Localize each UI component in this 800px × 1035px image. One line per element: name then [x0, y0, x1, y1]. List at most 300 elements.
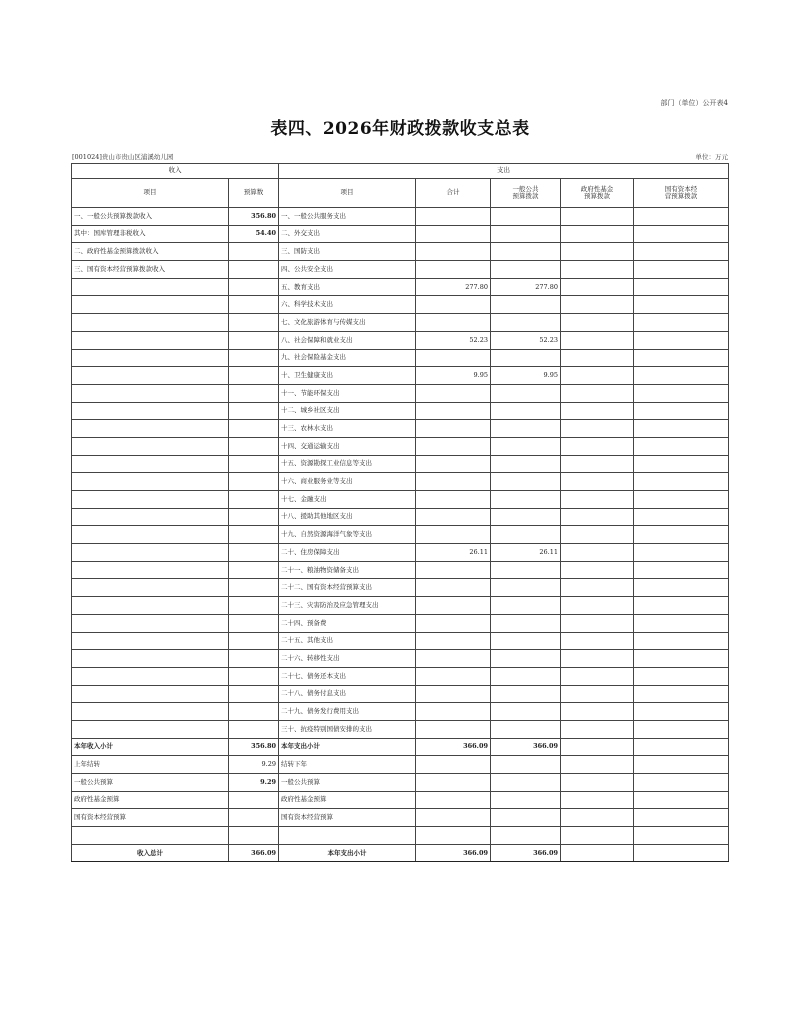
- expense-state-capital: [634, 473, 729, 491]
- expense-state-capital: [634, 314, 729, 332]
- income-item: 二、政府性基金预算拨款收入: [72, 243, 229, 261]
- expense-item: 十四、交通运输支出: [279, 437, 416, 455]
- expense-item: 五、教育支出: [279, 278, 416, 296]
- table-row: [72, 208, 729, 226]
- income-item: [72, 349, 229, 367]
- expense-item: 八、社会保障和就业支出: [279, 331, 416, 349]
- expense-item: 二十七、债务还本支出: [279, 667, 416, 685]
- expense-gov-fund: [561, 261, 634, 279]
- expense-state-capital: [634, 420, 729, 438]
- table-row: [72, 243, 729, 261]
- income-value: 54.40: [229, 225, 279, 243]
- table-row: [72, 632, 729, 650]
- empty-cell: [491, 827, 561, 845]
- table-row: [72, 420, 729, 438]
- expense-general: [491, 720, 561, 738]
- budget-summary-table: [71, 163, 729, 862]
- table-row: [72, 331, 729, 349]
- income-item: [72, 561, 229, 579]
- expense-item: 二十六、转移性支出: [279, 650, 416, 668]
- expense-gov-fund: [561, 473, 634, 491]
- income-item: [72, 544, 229, 562]
- expense-item: 十六、商业服务业等支出: [279, 473, 416, 491]
- income-subtotal-value: 356.80: [229, 738, 279, 756]
- expense-gov-fund: [561, 296, 634, 314]
- expense-general: [491, 314, 561, 332]
- expense-gov-fund: [561, 491, 634, 509]
- expense-gov-fund: [561, 208, 634, 226]
- empty-cell: [72, 827, 229, 845]
- expense-state-capital: [634, 437, 729, 455]
- expense-total: 277.80: [416, 278, 491, 296]
- expense-general: [491, 243, 561, 261]
- income-value: [229, 614, 279, 632]
- income-item: [72, 632, 229, 650]
- table-row: [72, 720, 729, 738]
- expense-gov-fund: [561, 225, 634, 243]
- income-item: [72, 508, 229, 526]
- expense-total: [416, 667, 491, 685]
- expense-gov-fund: [561, 402, 634, 420]
- expense-gov-fund: [561, 632, 634, 650]
- carry-row: [72, 756, 729, 774]
- income-value: [229, 314, 279, 332]
- general-budget-header: 一般公共 预算拨款: [491, 179, 561, 208]
- expense-general: [491, 491, 561, 509]
- expense-state-capital: [634, 367, 729, 385]
- income-item: [72, 703, 229, 721]
- table-row: [72, 367, 729, 385]
- expense-total: [416, 225, 491, 243]
- expense-gov-fund: [561, 278, 634, 296]
- table-row: [72, 314, 729, 332]
- expense-item: 三十、抗疫特别国债安排的支出: [279, 720, 416, 738]
- expense-total: [416, 243, 491, 261]
- income-item: [72, 331, 229, 349]
- income-value: [229, 420, 279, 438]
- expense-subtotal-gov-fund: [561, 738, 634, 756]
- expense-general: [491, 685, 561, 703]
- income-item: [72, 314, 229, 332]
- table-row: [72, 667, 729, 685]
- carry-row: [72, 774, 729, 792]
- income-value: [229, 544, 279, 562]
- carry-general: [491, 791, 561, 809]
- carry-state-capital: [634, 809, 729, 827]
- table-row: [72, 296, 729, 314]
- expense-state-capital: [634, 685, 729, 703]
- carry-general: [491, 756, 561, 774]
- expense-state-capital: [634, 579, 729, 597]
- income-item: 其中：国库管理非税收入: [72, 225, 229, 243]
- grand-total-income-value: 366.09: [229, 844, 279, 862]
- expense-state-capital: [634, 508, 729, 526]
- expense-gov-fund: [561, 526, 634, 544]
- expense-subtotal-general: 366.09: [491, 738, 561, 756]
- expense-item: 二、外交支出: [279, 225, 416, 243]
- expense-total: [416, 508, 491, 526]
- income-value: [229, 720, 279, 738]
- expense-item: 二十二、国有资本经营预算支出: [279, 579, 416, 597]
- table-row: [72, 508, 729, 526]
- income-item: [72, 455, 229, 473]
- income-value: [229, 703, 279, 721]
- carry-income-value: 9.29: [229, 774, 279, 792]
- unit-label: 单位：万元: [695, 153, 728, 161]
- expense-item: 七、文化旅游体育与传媒支出: [279, 314, 416, 332]
- income-value: [229, 296, 279, 314]
- carry-income-value: [229, 791, 279, 809]
- income-item: [72, 278, 229, 296]
- expense-gov-fund: [561, 455, 634, 473]
- header-row-columns: [72, 179, 729, 208]
- expense-gov-fund: [561, 561, 634, 579]
- expense-total: [416, 685, 491, 703]
- income-item: [72, 384, 229, 402]
- expense-general: [491, 667, 561, 685]
- expense-state-capital: [634, 544, 729, 562]
- expense-general: [491, 455, 561, 473]
- grand-total-gov-fund: [561, 844, 634, 862]
- expense-state-capital: [634, 667, 729, 685]
- expense-state-capital: [634, 561, 729, 579]
- expense-subtotal-total: 366.09: [416, 738, 491, 756]
- income-value: [229, 437, 279, 455]
- expense-general: [491, 225, 561, 243]
- table-row: [72, 491, 729, 509]
- expense-general: [491, 561, 561, 579]
- header-row-groups: [72, 164, 729, 179]
- expense-gov-fund: [561, 597, 634, 615]
- income-value: [229, 632, 279, 650]
- carry-gov-fund: [561, 791, 634, 809]
- table-row: [72, 225, 729, 243]
- carry-income-label: 政府性基金预算: [72, 791, 229, 809]
- expense-state-capital: [634, 278, 729, 296]
- income-value: [229, 597, 279, 615]
- income-item: [72, 597, 229, 615]
- empty-cell: [561, 827, 634, 845]
- table-row: [72, 703, 729, 721]
- carry-gov-fund: [561, 756, 634, 774]
- expense-item: 三、国防支出: [279, 243, 416, 261]
- carry-income-label: 一般公共预算: [72, 774, 229, 792]
- expense-total: 52.23: [416, 331, 491, 349]
- expense-total: [416, 526, 491, 544]
- income-value: [229, 650, 279, 668]
- grand-total-state-capital: [634, 844, 729, 862]
- income-item: [72, 367, 229, 385]
- empty-cell: [634, 827, 729, 845]
- expense-state-capital: [634, 243, 729, 261]
- subtotal-row: [72, 738, 729, 756]
- expense-total: [416, 491, 491, 509]
- carry-expense-label: 结转下年: [279, 756, 416, 774]
- income-item: [72, 614, 229, 632]
- expense-state-capital: [634, 455, 729, 473]
- income-value: [229, 243, 279, 261]
- expense-item: 二十一、粮油物资储备支出: [279, 561, 416, 579]
- expense-general: [491, 597, 561, 615]
- table-row: [72, 650, 729, 668]
- expense-state-capital: [634, 703, 729, 721]
- carry-gov-fund: [561, 774, 634, 792]
- carry-state-capital: [634, 791, 729, 809]
- income-group-header: 收入: [72, 164, 279, 179]
- expense-general: [491, 508, 561, 526]
- expense-item: 二十三、灾害防治及应急管理支出: [279, 597, 416, 615]
- income-value: [229, 579, 279, 597]
- expense-state-capital: [634, 526, 729, 544]
- expense-state-capital: [634, 491, 729, 509]
- expense-gov-fund: [561, 367, 634, 385]
- expense-gov-fund: [561, 331, 634, 349]
- expense-state-capital: [634, 225, 729, 243]
- income-value: [229, 685, 279, 703]
- expense-total: 9.95: [416, 367, 491, 385]
- expense-general: [491, 402, 561, 420]
- carry-state-capital: [634, 774, 729, 792]
- expense-general: [491, 384, 561, 402]
- income-value: [229, 491, 279, 509]
- carry-row: [72, 809, 729, 827]
- income-item: [72, 491, 229, 509]
- expense-total: [416, 208, 491, 226]
- expense-general: [491, 296, 561, 314]
- income-item: 三、国有资本经营预算拨款收入: [72, 261, 229, 279]
- carry-total: [416, 809, 491, 827]
- expense-general: 52.23: [491, 331, 561, 349]
- income-value: [229, 261, 279, 279]
- expense-general: [491, 349, 561, 367]
- income-value: [229, 473, 279, 491]
- expense-state-capital: [634, 632, 729, 650]
- expense-state-capital: [634, 402, 729, 420]
- table-row: [72, 473, 729, 491]
- income-subtotal-label: 本年收入小计: [72, 738, 229, 756]
- expense-gov-fund: [561, 437, 634, 455]
- empty-cell: [279, 827, 416, 845]
- expense-state-capital: [634, 650, 729, 668]
- expense-total: [416, 614, 491, 632]
- income-item: [72, 667, 229, 685]
- expense-item: 六、科学技术支出: [279, 296, 416, 314]
- expense-total: [416, 720, 491, 738]
- expense-gov-fund: [561, 349, 634, 367]
- expense-general: [491, 437, 561, 455]
- income-value: [229, 455, 279, 473]
- table-row: [72, 261, 729, 279]
- expense-item: 二十八、债务付息支出: [279, 685, 416, 703]
- page-title: 表四、2026年财政拨款收支总表: [270, 119, 530, 139]
- expense-item: 二十、住房保障支出: [279, 544, 416, 562]
- table-row: [72, 597, 729, 615]
- expense-gov-fund: [561, 685, 634, 703]
- expense-total: [416, 597, 491, 615]
- carry-expense-label: 一般公共预算: [279, 774, 416, 792]
- table-number-note: 部门（单位）公开表4: [660, 99, 728, 107]
- income-value: [229, 367, 279, 385]
- expense-item: 二十四、预备费: [279, 614, 416, 632]
- expense-total: [416, 314, 491, 332]
- carry-total: [416, 791, 491, 809]
- table-row: [72, 349, 729, 367]
- expense-total: [416, 632, 491, 650]
- expense-state-capital: [634, 261, 729, 279]
- expense-item: 九、社会保险基金支出: [279, 349, 416, 367]
- income-item: [72, 402, 229, 420]
- expense-general: [491, 420, 561, 438]
- expense-general: [491, 703, 561, 721]
- expense-gov-fund: [561, 667, 634, 685]
- table-row: [72, 614, 729, 632]
- expense-general: 277.80: [491, 278, 561, 296]
- expense-item: 十一、节能环保支出: [279, 384, 416, 402]
- carry-total: [416, 774, 491, 792]
- expense-total: [416, 420, 491, 438]
- unit-code: [001024]贵山市贵山区浦溪幼儿园: [72, 153, 174, 161]
- carry-row: [72, 791, 729, 809]
- income-value: [229, 402, 279, 420]
- carry-gov-fund: [561, 809, 634, 827]
- expense-general: [491, 579, 561, 597]
- grand-total-row: [72, 844, 729, 862]
- carry-income-label: 上年结转: [72, 756, 229, 774]
- expense-general: [491, 526, 561, 544]
- income-item-header: 项目: [72, 179, 229, 208]
- carry-general: [491, 809, 561, 827]
- income-item: [72, 685, 229, 703]
- expense-total: [416, 650, 491, 668]
- carry-state-capital: [634, 756, 729, 774]
- expense-general: 9.95: [491, 367, 561, 385]
- income-value: [229, 349, 279, 367]
- table-row: [72, 437, 729, 455]
- expense-total: [416, 703, 491, 721]
- expense-total: [416, 473, 491, 491]
- expense-item: 二十五、其他支出: [279, 632, 416, 650]
- income-value: [229, 667, 279, 685]
- expense-state-capital: [634, 597, 729, 615]
- income-item: [72, 579, 229, 597]
- income-item: [72, 420, 229, 438]
- expense-total: [416, 579, 491, 597]
- expense-total: [416, 261, 491, 279]
- expense-total: [416, 561, 491, 579]
- grand-total-general: 366.09: [491, 844, 561, 862]
- expense-subtotal-label: 本年支出小计: [279, 738, 416, 756]
- carry-expense-label: 政府性基金预算: [279, 791, 416, 809]
- income-item: [72, 437, 229, 455]
- empty-cell: [416, 827, 491, 845]
- table-row: [72, 561, 729, 579]
- expense-item: 十、卫生健康支出: [279, 367, 416, 385]
- expense-item: 十七、金融支出: [279, 491, 416, 509]
- expense-item-header: 项目: [279, 179, 416, 208]
- income-value: [229, 384, 279, 402]
- table-row: [72, 455, 729, 473]
- expense-gov-fund: [561, 703, 634, 721]
- income-item: [72, 473, 229, 491]
- total-header: 合计: [416, 179, 491, 208]
- income-value: 356.80: [229, 208, 279, 226]
- expense-general: [491, 614, 561, 632]
- expense-item: 一、一般公共服务支出: [279, 208, 416, 226]
- expense-general: [491, 261, 561, 279]
- expense-general: [491, 632, 561, 650]
- table-row: [72, 526, 729, 544]
- table-row: [72, 579, 729, 597]
- expense-item: 十二、城乡社区支出: [279, 402, 416, 420]
- empty-cell: [229, 827, 279, 845]
- expense-total: [416, 437, 491, 455]
- income-value: [229, 561, 279, 579]
- empty-row: [72, 827, 729, 845]
- gov-fund-header: 政府性基金 预算拨款: [561, 179, 634, 208]
- expense-general: [491, 473, 561, 491]
- carry-expense-label: 国有资本经营预算: [279, 809, 416, 827]
- expense-gov-fund: [561, 544, 634, 562]
- grand-total-expense-label: 本年支出小计: [279, 844, 416, 862]
- expense-gov-fund: [561, 420, 634, 438]
- expense-state-capital: [634, 614, 729, 632]
- expense-item: 四、公共安全支出: [279, 261, 416, 279]
- expense-item: 十五、资源勘探工业信息等支出: [279, 455, 416, 473]
- expense-gov-fund: [561, 579, 634, 597]
- table-row: [72, 402, 729, 420]
- carry-total: [416, 756, 491, 774]
- carry-general: [491, 774, 561, 792]
- expense-gov-fund: [561, 243, 634, 261]
- expense-group-header: 支出: [279, 164, 729, 179]
- carry-income-value: [229, 809, 279, 827]
- expense-general: [491, 650, 561, 668]
- income-value: [229, 331, 279, 349]
- income-item: [72, 650, 229, 668]
- expense-total: [416, 402, 491, 420]
- table-row: [72, 685, 729, 703]
- expense-state-capital: [634, 331, 729, 349]
- table-row: [72, 384, 729, 402]
- expense-total: [416, 296, 491, 314]
- income-value: [229, 526, 279, 544]
- income-value: [229, 278, 279, 296]
- expense-state-capital: [634, 296, 729, 314]
- carry-income-label: 国有资本经营预算: [72, 809, 229, 827]
- expense-state-capital: [634, 349, 729, 367]
- state-capital-header: 国有资本经 营预算拨款: [634, 179, 729, 208]
- income-item: [72, 720, 229, 738]
- expense-gov-fund: [561, 614, 634, 632]
- table-row: [72, 278, 729, 296]
- expense-state-capital: [634, 720, 729, 738]
- expense-gov-fund: [561, 720, 634, 738]
- expense-total: [416, 455, 491, 473]
- expense-total: [416, 384, 491, 402]
- income-item: [72, 296, 229, 314]
- carry-income-value: 9.29: [229, 756, 279, 774]
- expense-total: 26.11: [416, 544, 491, 562]
- expense-item: 二十九、债务发行费用支出: [279, 703, 416, 721]
- expense-total: [416, 349, 491, 367]
- expense-gov-fund: [561, 508, 634, 526]
- table-row: [72, 544, 729, 562]
- expense-item: 十三、农林水支出: [279, 420, 416, 438]
- expense-general: [491, 208, 561, 226]
- expense-gov-fund: [561, 384, 634, 402]
- grand-total-total: 366.09: [416, 844, 491, 862]
- income-item: [72, 526, 229, 544]
